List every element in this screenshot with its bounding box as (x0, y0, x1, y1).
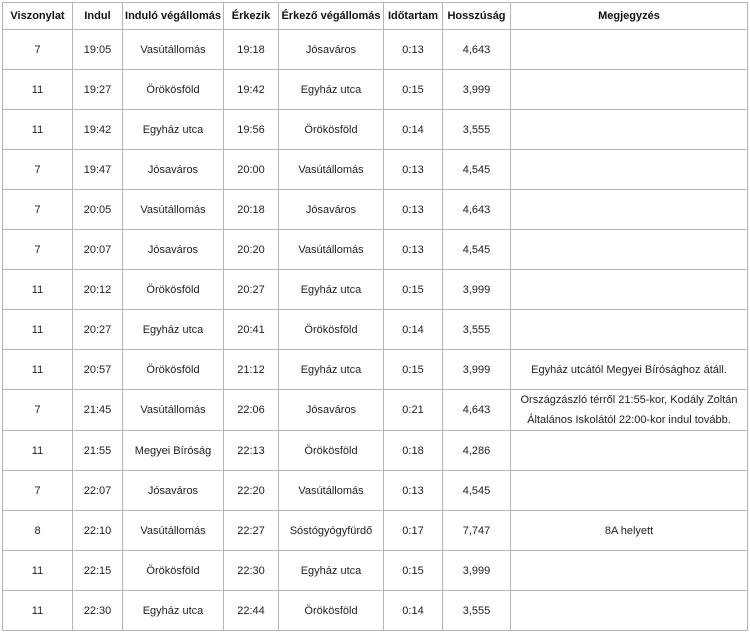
cell-arrival-terminus: Vasútállomás (279, 230, 384, 270)
column-header-duration: Időtartam (384, 3, 443, 30)
cell-departure-time: 19:27 (73, 70, 123, 110)
cell-route-number: 8 (3, 511, 73, 551)
column-header-length: Hosszúság (443, 3, 511, 30)
cell-length: 4,545 (443, 230, 511, 270)
cell-arrival-time: 20:18 (224, 190, 279, 230)
column-header-route-number: Viszonylat (3, 3, 73, 30)
cell-duration: 0:17 (384, 511, 443, 551)
cell-note (511, 471, 748, 511)
cell-note (511, 270, 748, 310)
cell-departure-time: 22:30 (73, 591, 123, 631)
cell-note (511, 190, 748, 230)
cell-arrival-time: 22:30 (224, 551, 279, 591)
cell-length: 3,999 (443, 270, 511, 310)
cell-note: 8A helyett (511, 511, 748, 551)
cell-duration: 0:15 (384, 551, 443, 591)
cell-note (511, 551, 748, 591)
table-row (3, 551, 748, 591)
cell-departure-terminus: Vasútállomás (123, 511, 224, 551)
table-row (3, 190, 748, 230)
cell-route-number: 11 (3, 310, 73, 350)
cell-arrival-time: 22:20 (224, 471, 279, 511)
cell-departure-time: 19:05 (73, 30, 123, 70)
cell-duration: 0:15 (384, 270, 443, 310)
cell-route-number: 7 (3, 30, 73, 70)
cell-length: 4,545 (443, 150, 511, 190)
cell-departure-terminus: Örökösföld (123, 70, 224, 110)
cell-departure-time: 20:27 (73, 310, 123, 350)
column-header-arrival-time: Érkezik (224, 3, 279, 30)
cell-duration: 0:14 (384, 310, 443, 350)
cell-departure-terminus: Egyház utca (123, 591, 224, 631)
cell-length: 4,643 (443, 190, 511, 230)
cell-departure-terminus: Jósaváros (123, 471, 224, 511)
cell-departure-time: 21:55 (73, 431, 123, 471)
table-row (3, 110, 748, 150)
cell-arrival-time: 20:20 (224, 230, 279, 270)
cell-departure-time: 22:07 (73, 471, 123, 511)
cell-departure-terminus: Jósaváros (123, 230, 224, 270)
cell-length: 3,999 (443, 551, 511, 591)
cell-note (511, 230, 748, 270)
cell-route-number: 7 (3, 150, 73, 190)
cell-arrival-terminus: Örökösföld (279, 591, 384, 631)
cell-departure-terminus: Vasútállomás (123, 30, 224, 70)
cell-duration: 0:13 (384, 150, 443, 190)
table-row (3, 350, 748, 390)
cell-note: Egyház utcától Megyei Bírósághoz átáll. (511, 350, 748, 390)
cell-arrival-time: 21:12 (224, 350, 279, 390)
cell-departure-time: 19:47 (73, 150, 123, 190)
cell-departure-terminus: Vasútállomás (123, 190, 224, 230)
table-row (3, 230, 748, 270)
cell-note (511, 110, 748, 150)
cell-route-number: 7 (3, 190, 73, 230)
cell-note (511, 30, 748, 70)
cell-length: 3,555 (443, 310, 511, 350)
cell-arrival-terminus: Jósaváros (279, 190, 384, 230)
cell-arrival-terminus: Örökösföld (279, 431, 384, 471)
cell-departure-time: 20:57 (73, 350, 123, 390)
cell-duration: 0:18 (384, 431, 443, 471)
cell-arrival-terminus: Örökösföld (279, 110, 384, 150)
cell-length: 4,643 (443, 30, 511, 70)
cell-duration: 0:13 (384, 190, 443, 230)
cell-route-number: 11 (3, 70, 73, 110)
cell-length: 7,747 (443, 511, 511, 551)
cell-departure-time: 20:12 (73, 270, 123, 310)
cell-length: 3,555 (443, 110, 511, 150)
cell-length: 4,545 (443, 471, 511, 511)
cell-arrival-terminus: Vasútállomás (279, 150, 384, 190)
cell-arrival-time: 22:06 (224, 390, 279, 431)
table-row (3, 30, 748, 70)
cell-note (511, 310, 748, 350)
cell-departure-terminus: Vasútállomás (123, 390, 224, 431)
cell-arrival-terminus: Sóstógyógyfürdő (279, 511, 384, 551)
cell-duration: 0:21 (384, 390, 443, 431)
table-body (3, 30, 748, 631)
cell-duration: 0:15 (384, 70, 443, 110)
cell-departure-terminus: Egyház utca (123, 310, 224, 350)
cell-length: 3,999 (443, 70, 511, 110)
cell-duration: 0:15 (384, 350, 443, 390)
cell-duration: 0:14 (384, 110, 443, 150)
cell-duration: 0:14 (384, 591, 443, 631)
cell-departure-time: 22:15 (73, 551, 123, 591)
timetable (2, 2, 748, 631)
cell-arrival-terminus: Jósaváros (279, 30, 384, 70)
cell-arrival-time: 20:27 (224, 270, 279, 310)
cell-route-number: 7 (3, 390, 73, 431)
cell-arrival-terminus: Egyház utca (279, 270, 384, 310)
cell-arrival-time: 20:41 (224, 310, 279, 350)
cell-length: 4,643 (443, 390, 511, 431)
cell-departure-terminus: Örökösföld (123, 551, 224, 591)
cell-length: 3,555 (443, 591, 511, 631)
table-row (3, 310, 748, 350)
cell-route-number: 11 (3, 110, 73, 150)
cell-arrival-terminus: Egyház utca (279, 551, 384, 591)
cell-note (511, 591, 748, 631)
table-row (3, 270, 748, 310)
cell-arrival-time: 19:56 (224, 110, 279, 150)
cell-arrival-terminus: Egyház utca (279, 350, 384, 390)
cell-length: 3,999 (443, 350, 511, 390)
cell-note (511, 70, 748, 110)
cell-arrival-terminus: Egyház utca (279, 70, 384, 110)
table-row (3, 150, 748, 190)
cell-duration: 0:13 (384, 471, 443, 511)
cell-note: Országzászló térről 21:55-kor, Kodály Zoltán Általános Iskolától 22:00-kor indul tovább. (511, 390, 748, 431)
cell-departure-time: 21:45 (73, 390, 123, 431)
cell-departure-time: 19:42 (73, 110, 123, 150)
table-row (3, 70, 748, 110)
column-header-departure-terminus: Induló végállomás (123, 3, 224, 30)
column-header-note: Megjegyzés (511, 3, 748, 30)
cell-route-number: 11 (3, 551, 73, 591)
column-header-departure-time: Indul (73, 3, 123, 30)
cell-departure-terminus: Örökösföld (123, 350, 224, 390)
cell-arrival-time: 22:27 (224, 511, 279, 551)
cell-duration: 0:13 (384, 30, 443, 70)
column-header-arrival-terminus: Érkező végállomás (279, 3, 384, 30)
cell-arrival-time: 22:13 (224, 431, 279, 471)
cell-route-number: 11 (3, 591, 73, 631)
cell-duration: 0:13 (384, 230, 443, 270)
table-row (3, 431, 748, 471)
table-row (3, 471, 748, 511)
cell-arrival-time: 20:00 (224, 150, 279, 190)
cell-arrival-time: 19:42 (224, 70, 279, 110)
cell-arrival-time: 19:18 (224, 30, 279, 70)
cell-route-number: 11 (3, 270, 73, 310)
cell-departure-time: 20:07 (73, 230, 123, 270)
cell-route-number: 7 (3, 230, 73, 270)
cell-departure-terminus: Jósaváros (123, 150, 224, 190)
cell-route-number: 7 (3, 471, 73, 511)
cell-route-number: 11 (3, 431, 73, 471)
cell-arrival-terminus: Vasútállomás (279, 471, 384, 511)
cell-route-number: 11 (3, 350, 73, 390)
table-row (3, 511, 748, 551)
cell-note (511, 150, 748, 190)
cell-departure-time: 20:05 (73, 190, 123, 230)
cell-departure-time: 22:10 (73, 511, 123, 551)
header-row (3, 3, 748, 30)
cell-note (511, 431, 748, 471)
cell-departure-terminus: Megyei Bíróság (123, 431, 224, 471)
cell-departure-terminus: Örökösföld (123, 270, 224, 310)
cell-departure-terminus: Egyház utca (123, 110, 224, 150)
table-row (3, 591, 748, 631)
table-row (3, 390, 748, 431)
cell-arrival-time: 22:44 (224, 591, 279, 631)
cell-length: 4,286 (443, 431, 511, 471)
cell-arrival-terminus: Örökösföld (279, 310, 384, 350)
cell-arrival-terminus: Jósaváros (279, 390, 384, 431)
